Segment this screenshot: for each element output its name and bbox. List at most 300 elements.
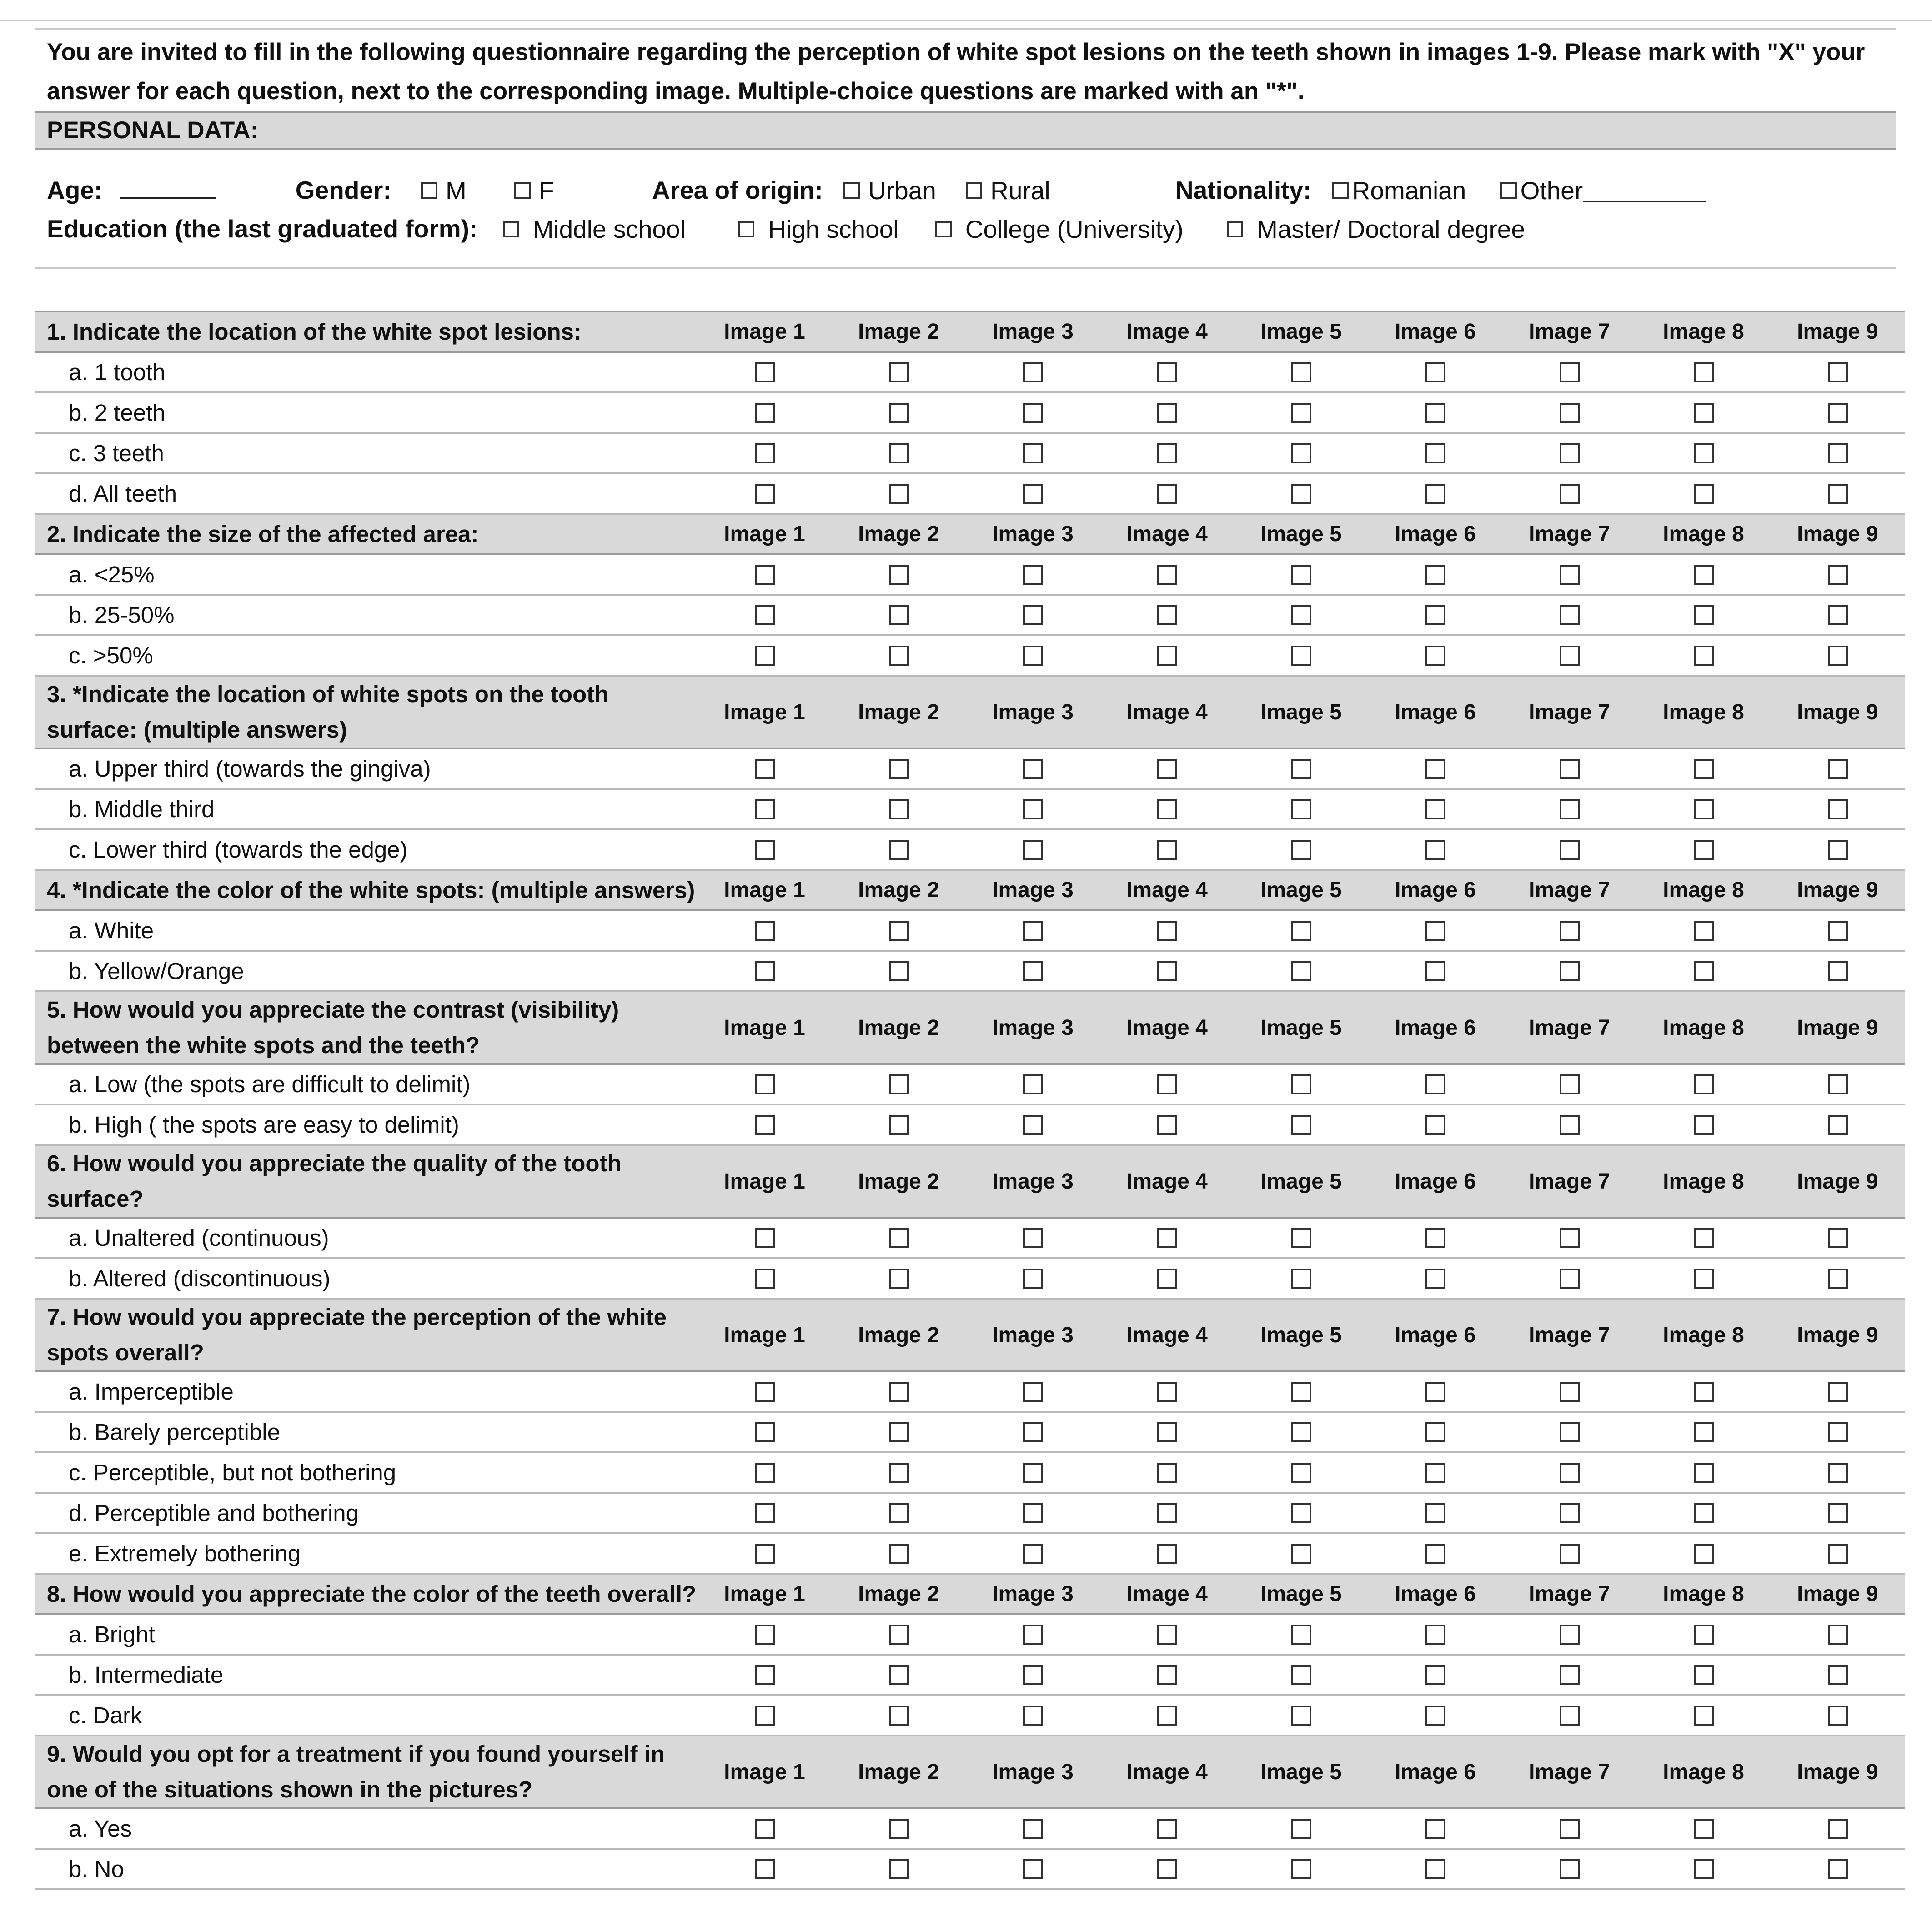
answer-checkbox[interactable] — [1157, 1544, 1177, 1564]
answer-checkbox[interactable] — [889, 565, 909, 585]
answer-checkbox[interactable] — [1157, 565, 1177, 585]
education-option-college[interactable]: College (University) — [935, 213, 1184, 245]
answer-checkbox[interactable] — [1694, 961, 1714, 981]
answer-checkbox[interactable] — [755, 1819, 775, 1839]
image-column-label: Image 9 — [1771, 311, 1905, 352]
answer-cell — [832, 1533, 966, 1574]
answer-checkbox[interactable] — [889, 840, 909, 860]
answer-checkbox[interactable] — [1425, 759, 1445, 779]
answer-checkbox[interactable] — [1157, 961, 1177, 981]
answer-checkbox[interactable] — [889, 362, 909, 382]
answer-checkbox[interactable] — [1560, 840, 1580, 860]
answer-checkbox[interactable] — [755, 646, 775, 666]
education-label: Education (the last graduated form): — [47, 215, 478, 243]
answer-checkbox[interactable] — [1560, 403, 1580, 423]
answer-checkbox[interactable] — [1694, 921, 1714, 941]
answer-checkbox[interactable] — [1023, 362, 1043, 382]
answer-checkbox[interactable] — [889, 1819, 909, 1839]
answer-checkbox[interactable] — [1560, 961, 1580, 981]
answer-checkbox[interactable] — [1425, 605, 1445, 625]
answer-checkbox[interactable] — [1425, 565, 1445, 585]
answer-checkbox[interactable] — [1023, 646, 1043, 666]
answer-checkbox[interactable] — [889, 1115, 909, 1135]
answer-checkbox[interactable] — [1023, 1269, 1043, 1289]
image-column-label: Image 1 — [698, 870, 832, 910]
answer-checkbox[interactable] — [1425, 1422, 1445, 1442]
area-option-rural[interactable]: Rural — [966, 175, 1050, 206]
answer-checkbox[interactable] — [1291, 1819, 1311, 1839]
answer-cell — [698, 352, 832, 392]
answer-row — [35, 789, 1905, 829]
answer-checkbox[interactable] — [755, 1228, 775, 1248]
answer-checkbox[interactable] — [1828, 565, 1848, 585]
answer-checkbox[interactable] — [1157, 921, 1177, 941]
answer-checkbox[interactable] — [1694, 840, 1714, 860]
answer-checkbox[interactable] — [1157, 1665, 1177, 1685]
nationality-other-field[interactable] — [1583, 179, 1706, 202]
answer-checkbox[interactable] — [1560, 484, 1580, 504]
answer-cell — [1502, 473, 1636, 514]
answer-checkbox[interactable] — [1425, 1463, 1445, 1483]
age-field[interactable] — [120, 175, 216, 199]
answer-checkbox[interactable] — [1694, 646, 1714, 666]
answer-cell — [1368, 433, 1502, 473]
answer-checkbox[interactable] — [1291, 443, 1311, 463]
image-column-label: Image 6 — [1368, 311, 1502, 352]
answer-checkbox[interactable] — [1560, 799, 1580, 819]
image-column-label: Image 2 — [832, 1299, 966, 1371]
answer-checkbox[interactable] — [1291, 1544, 1311, 1564]
answer-cell — [966, 1849, 1100, 1889]
answer-checkbox[interactable] — [1828, 799, 1848, 819]
answer-checkbox[interactable] — [1023, 605, 1043, 625]
answer-checkbox[interactable] — [889, 605, 909, 625]
answer-checkbox[interactable] — [1425, 1074, 1445, 1094]
answer-checkbox[interactable] — [1828, 443, 1848, 463]
answer-checkbox[interactable] — [1694, 1422, 1714, 1442]
image-column-label: Image 6 — [1368, 870, 1502, 910]
answer-checkbox[interactable] — [1291, 1115, 1311, 1135]
answer-checkbox[interactable] — [889, 921, 909, 941]
answer-checkbox[interactable] — [1023, 403, 1043, 423]
answer-cell — [1771, 1493, 1905, 1533]
answer-cell — [698, 392, 832, 433]
answer-checkbox[interactable] — [1291, 1625, 1311, 1645]
answer-cell — [1234, 392, 1368, 433]
answer-checkbox[interactable] — [1023, 1074, 1043, 1094]
answer-checkbox[interactable] — [1023, 1422, 1043, 1442]
answer-checkbox[interactable] — [1560, 1463, 1580, 1483]
answer-checkbox[interactable] — [1023, 443, 1043, 463]
answer-checkbox[interactable] — [889, 1074, 909, 1094]
answer-checkbox[interactable] — [1023, 840, 1043, 860]
answer-checkbox[interactable] — [1560, 1625, 1580, 1645]
answer-checkbox[interactable] — [1157, 799, 1177, 819]
answer-checkbox[interactable] — [1291, 759, 1311, 779]
answer-checkbox[interactable] — [1291, 605, 1311, 625]
answer-checkbox[interactable] — [1425, 1819, 1445, 1839]
answer-checkbox[interactable] — [1291, 646, 1311, 666]
answer-checkbox[interactable] — [1157, 1503, 1177, 1523]
answer-option-label: a. 1 tooth — [35, 352, 698, 392]
answer-checkbox[interactable] — [1828, 1859, 1848, 1879]
answer-checkbox[interactable] — [1023, 1625, 1043, 1645]
answer-checkbox[interactable] — [755, 1625, 775, 1645]
image-column-label: Image 8 — [1636, 311, 1771, 352]
answer-checkbox[interactable] — [1425, 484, 1445, 504]
answer-checkbox[interactable] — [755, 1074, 775, 1094]
education-college-checkbox[interactable] — [935, 221, 952, 237]
answer-checkbox[interactable] — [1425, 1706, 1445, 1726]
answer-checkbox[interactable] — [1828, 1422, 1848, 1442]
answer-cell — [966, 352, 1100, 392]
nationality-romanian-checkbox[interactable] — [1332, 182, 1349, 199]
answer-row — [35, 595, 1905, 635]
answer-checkbox[interactable] — [1560, 362, 1580, 382]
answer-checkbox[interactable] — [1828, 605, 1848, 625]
answer-checkbox[interactable] — [1828, 403, 1848, 423]
answer-checkbox[interactable] — [1694, 1665, 1714, 1685]
gender-option-m[interactable]: M — [421, 175, 467, 206]
answer-checkbox[interactable] — [1694, 1463, 1714, 1483]
answer-checkbox[interactable] — [755, 921, 775, 941]
answer-cell — [1636, 1695, 1771, 1736]
answer-checkbox[interactable] — [1828, 362, 1848, 382]
answer-checkbox[interactable] — [1157, 1463, 1177, 1483]
answer-checkbox[interactable] — [1828, 1625, 1848, 1645]
answer-checkbox[interactable] — [1291, 1422, 1311, 1442]
answer-checkbox[interactable] — [1828, 921, 1848, 941]
answer-checkbox[interactable] — [1291, 1269, 1311, 1289]
image-column-label: Image 2 — [832, 676, 966, 748]
answer-checkbox[interactable] — [1694, 362, 1714, 382]
answer-checkbox[interactable] — [1694, 1269, 1714, 1289]
answer-checkbox[interactable] — [1694, 1115, 1714, 1135]
answer-checkbox[interactable] — [1291, 565, 1311, 585]
answer-checkbox[interactable] — [1694, 1503, 1714, 1523]
nationality-other-checkbox[interactable] — [1500, 182, 1517, 199]
education-option-master-doctoral[interactable]: Master/ Doctoral degree — [1227, 213, 1525, 245]
answer-checkbox[interactable] — [1157, 362, 1177, 382]
answer-checkbox[interactable] — [755, 1859, 775, 1879]
answer-checkbox[interactable] — [1694, 1625, 1714, 1645]
answer-checkbox[interactable] — [1694, 443, 1714, 463]
answer-checkbox[interactable] — [755, 1665, 775, 1685]
answer-checkbox[interactable] — [889, 1269, 909, 1289]
answer-checkbox[interactable] — [1694, 1228, 1714, 1248]
answer-checkbox[interactable] — [1425, 1544, 1445, 1564]
area-urban-checkbox[interactable] — [843, 182, 860, 199]
answer-checkbox[interactable] — [1828, 1503, 1848, 1523]
answer-checkbox[interactable] — [1023, 799, 1043, 819]
answer-checkbox[interactable] — [889, 443, 909, 463]
answer-checkbox[interactable] — [889, 1463, 909, 1483]
answer-checkbox[interactable] — [1560, 1422, 1580, 1442]
answer-checkbox[interactable] — [1425, 1625, 1445, 1645]
answer-checkbox[interactable] — [889, 1382, 909, 1402]
answer-checkbox[interactable] — [1023, 484, 1043, 504]
answer-checkbox[interactable] — [1023, 565, 1043, 585]
answer-checkbox[interactable] — [1694, 565, 1714, 585]
answer-checkbox[interactable] — [1157, 1706, 1177, 1726]
answer-cell — [1100, 1258, 1234, 1299]
answer-checkbox[interactable] — [1560, 1665, 1580, 1685]
answer-checkbox[interactable] — [1157, 1422, 1177, 1442]
answer-checkbox[interactable] — [1291, 362, 1311, 382]
answer-checkbox[interactable] — [1291, 961, 1311, 981]
answer-checkbox[interactable] — [889, 961, 909, 981]
answer-checkbox[interactable] — [1560, 1228, 1580, 1248]
answer-checkbox[interactable] — [1560, 1706, 1580, 1726]
answer-checkbox[interactable] — [1425, 403, 1445, 423]
answer-checkbox[interactable] — [1560, 646, 1580, 666]
answer-checkbox[interactable] — [1023, 1503, 1043, 1523]
answer-checkbox[interactable] — [1828, 1074, 1848, 1094]
answer-checkbox[interactable] — [1291, 1382, 1311, 1402]
nationality-option-other[interactable]: Other — [1500, 175, 1706, 206]
answer-cell — [1502, 1655, 1636, 1695]
answer-checkbox[interactable] — [1023, 1706, 1043, 1726]
answer-checkbox[interactable] — [1828, 1115, 1848, 1135]
answer-cell — [1368, 748, 1502, 789]
answer-cell — [966, 789, 1100, 829]
answer-checkbox[interactable] — [755, 1382, 775, 1402]
answer-checkbox[interactable] — [1157, 1228, 1177, 1248]
answer-checkbox[interactable] — [1425, 1382, 1445, 1402]
answer-checkbox[interactable] — [1560, 1115, 1580, 1135]
answer-checkbox[interactable] — [755, 1269, 775, 1289]
answer-cell — [1771, 789, 1905, 829]
answer-checkbox[interactable] — [889, 484, 909, 504]
answer-cell — [1771, 1218, 1905, 1258]
answer-checkbox[interactable] — [1425, 961, 1445, 981]
answer-checkbox[interactable] — [889, 1544, 909, 1564]
answer-checkbox[interactable] — [889, 1503, 909, 1523]
answer-checkbox[interactable] — [1425, 799, 1445, 819]
answer-checkbox[interactable] — [755, 1422, 775, 1442]
answer-checkbox[interactable] — [1157, 1115, 1177, 1135]
answer-checkbox[interactable] — [1157, 759, 1177, 779]
nationality-option-romanian[interactable]: Romanian — [1332, 175, 1466, 206]
answer-checkbox[interactable] — [755, 1544, 775, 1564]
answer-cell — [832, 554, 966, 595]
answer-checkbox[interactable] — [1023, 1819, 1043, 1839]
answer-checkbox[interactable] — [1828, 1665, 1848, 1685]
answer-checkbox[interactable] — [889, 1422, 909, 1442]
answer-checkbox[interactable] — [755, 362, 775, 382]
answer-checkbox[interactable] — [1694, 605, 1714, 625]
answer-checkbox[interactable] — [755, 605, 775, 625]
answer-checkbox[interactable] — [1157, 1859, 1177, 1879]
answer-checkbox[interactable] — [1694, 1074, 1714, 1094]
answer-checkbox[interactable] — [1425, 921, 1445, 941]
answer-checkbox[interactable] — [755, 1503, 775, 1523]
answer-cell — [966, 1371, 1100, 1412]
answer-cell — [1368, 1104, 1502, 1145]
answer-checkbox[interactable] — [755, 443, 775, 463]
answer-checkbox[interactable] — [889, 759, 909, 779]
answer-checkbox[interactable] — [1291, 1074, 1311, 1094]
answer-checkbox[interactable] — [1023, 1665, 1043, 1685]
answer-checkbox[interactable] — [889, 1665, 909, 1685]
answer-checkbox[interactable] — [1157, 1074, 1177, 1094]
answer-checkbox[interactable] — [1560, 921, 1580, 941]
answer-checkbox[interactable] — [1560, 1269, 1580, 1289]
answer-checkbox[interactable] — [1694, 1706, 1714, 1726]
answer-checkbox[interactable] — [1560, 565, 1580, 585]
answer-checkbox[interactable] — [1023, 1544, 1043, 1564]
answer-checkbox[interactable] — [1023, 1228, 1043, 1248]
answer-checkbox[interactable] — [755, 565, 775, 585]
answer-checkbox[interactable] — [1023, 921, 1043, 941]
answer-checkbox[interactable] — [1157, 1382, 1177, 1402]
gender-m-checkbox[interactable] — [421, 182, 437, 199]
answer-checkbox[interactable] — [1560, 1859, 1580, 1879]
answer-checkbox[interactable] — [1023, 1463, 1043, 1483]
answer-checkbox[interactable] — [1425, 646, 1445, 666]
answer-checkbox[interactable] — [1828, 840, 1848, 860]
answer-checkbox[interactable] — [1157, 605, 1177, 625]
answer-checkbox[interactable] — [1291, 1859, 1311, 1879]
answer-checkbox[interactable] — [1157, 646, 1177, 666]
answer-checkbox[interactable] — [1828, 1269, 1848, 1289]
answer-checkbox[interactable] — [755, 759, 775, 779]
education-master-doctoral-checkbox[interactable] — [1227, 221, 1243, 237]
answer-checkbox[interactable] — [1560, 1503, 1580, 1523]
answer-checkbox[interactable] — [1425, 1228, 1445, 1248]
image-column-label: Image 4 — [1100, 1736, 1234, 1808]
answer-cell — [1234, 554, 1368, 595]
answer-checkbox[interactable] — [1694, 1859, 1714, 1879]
answer-cell — [1234, 1695, 1368, 1736]
answer-checkbox[interactable] — [1560, 1544, 1580, 1564]
answer-checkbox[interactable] — [1291, 1228, 1311, 1248]
answer-checkbox[interactable] — [1157, 1625, 1177, 1645]
answer-checkbox[interactable] — [1291, 1463, 1311, 1483]
answer-checkbox[interactable] — [889, 403, 909, 423]
image-column-label: Image 1 — [698, 676, 832, 748]
answer-checkbox[interactable] — [1560, 605, 1580, 625]
answer-checkbox[interactable] — [1694, 799, 1714, 819]
answer-checkbox[interactable] — [1694, 403, 1714, 423]
answer-checkbox[interactable] — [1425, 443, 1445, 463]
answer-checkbox[interactable] — [1157, 443, 1177, 463]
answer-checkbox[interactable] — [1425, 362, 1445, 382]
answer-checkbox[interactable] — [1560, 1074, 1580, 1094]
answer-checkbox[interactable] — [1828, 1382, 1848, 1402]
answer-checkbox[interactable] — [1291, 1503, 1311, 1523]
answer-row — [35, 392, 1905, 433]
answer-checkbox[interactable] — [1694, 484, 1714, 504]
answer-checkbox[interactable] — [755, 799, 775, 819]
answer-checkbox[interactable] — [1694, 1382, 1714, 1402]
answer-cell — [1502, 1218, 1636, 1258]
answer-checkbox[interactable] — [1560, 759, 1580, 779]
answer-checkbox[interactable] — [1828, 1819, 1848, 1839]
answer-checkbox[interactable] — [1828, 1706, 1848, 1726]
answer-checkbox[interactable] — [889, 1859, 909, 1879]
answer-checkbox[interactable] — [1694, 1544, 1714, 1564]
answer-checkbox[interactable] — [1157, 403, 1177, 423]
image-column-label: Image 8 — [1636, 676, 1771, 748]
answer-checkbox[interactable] — [1828, 1228, 1848, 1248]
answer-cell — [1234, 473, 1368, 514]
area-option-urban[interactable]: Urban — [843, 175, 936, 206]
answer-checkbox[interactable] — [1828, 961, 1848, 981]
answer-checkbox[interactable] — [1828, 1544, 1848, 1564]
image-column-label: Image 3 — [966, 1145, 1100, 1218]
answer-checkbox[interactable] — [1828, 646, 1848, 666]
answer-checkbox[interactable] — [1023, 1859, 1043, 1879]
answer-checkbox[interactable] — [1157, 1269, 1177, 1289]
answer-checkbox[interactable] — [889, 799, 909, 819]
education-high-school-checkbox[interactable] — [738, 221, 754, 237]
answer-checkbox[interactable] — [1157, 1819, 1177, 1839]
education-option-high-school[interactable]: High school — [738, 213, 898, 245]
answer-checkbox[interactable] — [1694, 759, 1714, 779]
answer-checkbox[interactable] — [1023, 961, 1043, 981]
answer-checkbox[interactable] — [1828, 1463, 1848, 1483]
education-middle-school-checkbox[interactable] — [503, 221, 519, 237]
education-option-middle-school[interactable]: Middle school — [503, 213, 686, 245]
question-header-row — [35, 870, 1905, 910]
answer-checkbox[interactable] — [889, 646, 909, 666]
answer-checkbox[interactable] — [1023, 1382, 1043, 1402]
answer-checkbox[interactable] — [1291, 840, 1311, 860]
answer-checkbox[interactable] — [755, 1463, 775, 1483]
answer-checkbox[interactable] — [755, 484, 775, 504]
answer-checkbox[interactable] — [1291, 1706, 1311, 1726]
image-column-label: Image 7 — [1502, 676, 1636, 748]
answer-checkbox[interactable] — [1694, 1819, 1714, 1839]
answer-checkbox[interactable] — [755, 961, 775, 981]
answer-checkbox[interactable] — [755, 1115, 775, 1135]
answer-checkbox[interactable] — [1157, 484, 1177, 504]
answer-checkbox[interactable] — [1157, 840, 1177, 860]
answer-checkbox[interactable] — [889, 1228, 909, 1248]
answer-checkbox[interactable] — [1828, 484, 1848, 504]
answer-checkbox[interactable] — [1291, 921, 1311, 941]
answer-checkbox[interactable] — [1291, 403, 1311, 423]
answer-checkbox[interactable] — [1560, 1819, 1580, 1839]
answer-checkbox[interactable] — [1291, 484, 1311, 504]
answer-checkbox[interactable] — [1425, 1665, 1445, 1685]
answer-checkbox[interactable] — [1291, 799, 1311, 819]
answer-checkbox[interactable] — [1425, 840, 1445, 860]
answer-checkbox[interactable] — [755, 1706, 775, 1726]
image-column-label: Image 1 — [698, 991, 832, 1064]
answer-checkbox[interactable] — [889, 1706, 909, 1726]
answer-checkbox[interactable] — [1560, 443, 1580, 463]
answer-checkbox[interactable] — [1828, 759, 1848, 779]
answer-cell — [832, 595, 966, 635]
answer-checkbox[interactable] — [1425, 1503, 1445, 1523]
answer-checkbox[interactable] — [1023, 1115, 1043, 1135]
answer-checkbox[interactable] — [889, 1625, 909, 1645]
gender-option-f[interactable]: F — [514, 175, 554, 206]
answer-checkbox[interactable] — [1425, 1115, 1445, 1135]
answer-checkbox[interactable] — [1425, 1269, 1445, 1289]
area-rural-checkbox[interactable] — [966, 182, 982, 199]
answer-checkbox[interactable] — [755, 403, 775, 423]
gender-f-checkbox[interactable] — [514, 182, 531, 199]
answer-checkbox[interactable] — [1023, 759, 1043, 779]
image-column-label: Image 9 — [1771, 991, 1905, 1064]
answer-checkbox[interactable] — [1560, 1382, 1580, 1402]
answer-checkbox[interactable] — [755, 840, 775, 860]
answer-checkbox[interactable] — [1425, 1859, 1445, 1879]
answer-checkbox[interactable] — [1291, 1665, 1311, 1685]
